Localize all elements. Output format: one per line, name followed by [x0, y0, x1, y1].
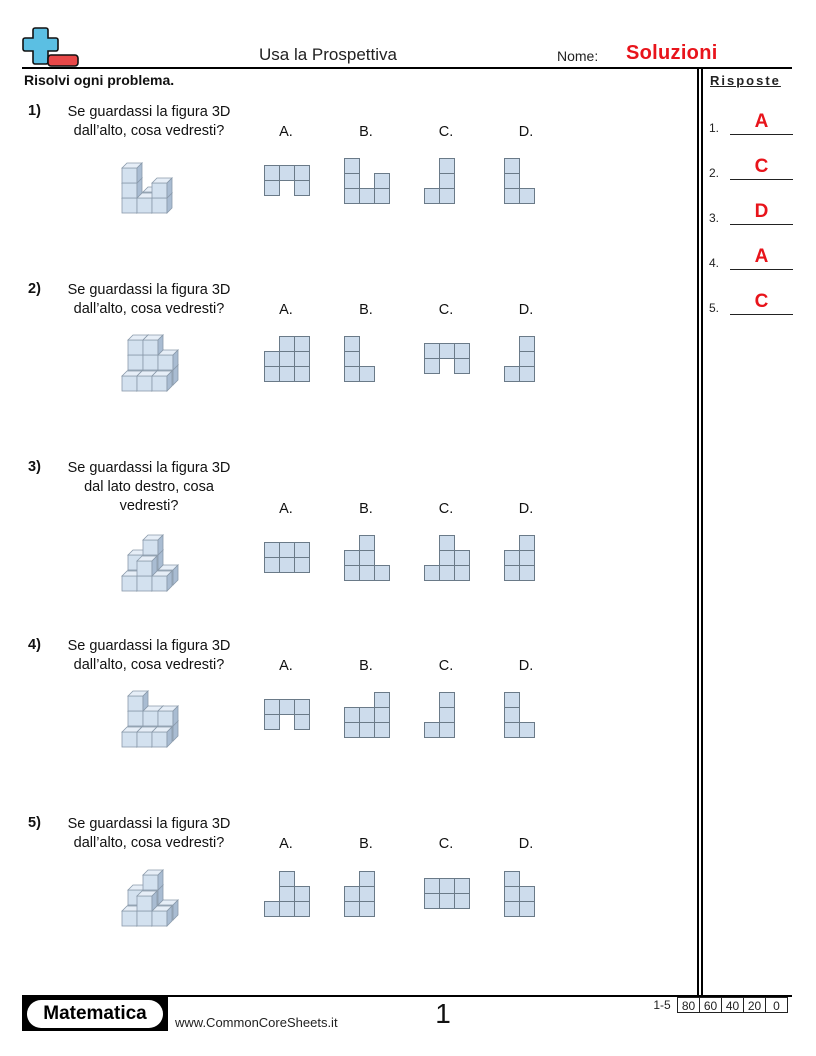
grid-cell-filled — [294, 336, 310, 352]
grid-cell-filled — [344, 565, 360, 581]
problem-number: 3) — [28, 459, 41, 475]
grid-cell-filled — [504, 565, 520, 581]
grid-cell-empty — [519, 692, 534, 707]
grid-cell-filled — [439, 158, 455, 174]
option-c-view-grid[interactable] — [424, 158, 454, 203]
grid-cell-filled — [374, 565, 390, 581]
grid-cell-filled — [374, 188, 390, 204]
grid-cell-filled — [504, 173, 520, 189]
option-a-view-grid[interactable] — [264, 871, 309, 916]
grid-cell-filled — [264, 699, 280, 715]
grid-cell-filled — [439, 535, 455, 551]
grid-cell-filled — [359, 707, 375, 723]
answer-column-divider — [697, 69, 699, 996]
grid-cell-filled — [519, 535, 535, 551]
problem-number: 5) — [28, 815, 41, 831]
grid-cell-filled — [294, 714, 310, 730]
grid-cell-filled — [374, 722, 390, 738]
figure-3d-icon — [116, 145, 186, 215]
grid-cell-filled — [264, 366, 280, 382]
answer-value[interactable]: C — [754, 291, 769, 312]
option-label-c[interactable]: C. — [438, 501, 454, 517]
answer-line — [730, 134, 793, 135]
grid-cell-empty — [359, 692, 374, 707]
option-label-b[interactable]: B. — [359, 836, 373, 852]
grid-cell-filled — [279, 699, 295, 715]
option-c-view-grid[interactable] — [424, 692, 454, 737]
grid-cell-filled — [279, 886, 295, 902]
grid-cell-empty — [439, 358, 454, 373]
grid-cell-empty — [424, 158, 439, 173]
grid-cell-filled — [519, 901, 535, 917]
grid-cell-filled — [359, 550, 375, 566]
grid-cell-empty — [294, 871, 309, 886]
grid-cell-filled — [424, 878, 440, 894]
grid-cell-filled — [504, 550, 520, 566]
grid-cell-filled — [439, 550, 455, 566]
grid-cell-empty — [424, 707, 439, 722]
grid-cell-filled — [264, 351, 280, 367]
option-c-view-grid[interactable] — [424, 878, 469, 908]
answer-number: 2. — [709, 166, 720, 180]
grid-cell-filled — [344, 366, 360, 382]
grid-cell-filled — [344, 550, 360, 566]
score-range: 1-5 — [653, 998, 671, 1012]
grid-cell-filled — [344, 707, 360, 723]
grid-cell-filled — [359, 535, 375, 551]
grid-cell-empty — [344, 535, 359, 550]
option-d-view-grid[interactable] — [504, 336, 534, 381]
grid-cell-empty — [374, 550, 389, 565]
grid-cell-empty — [374, 158, 389, 173]
answer-row-5 — [709, 289, 793, 315]
option-label-d[interactable]: D. — [518, 836, 534, 852]
grid-cell-filled — [439, 343, 455, 359]
grid-cell-filled — [359, 886, 375, 902]
figure-3d-icon — [116, 323, 186, 393]
answer-number: 3. — [709, 211, 720, 225]
problem-question: Se guardassi la figura 3D dall’alto, cosa vedresti? — [67, 282, 231, 317]
option-label-c[interactable]: C. — [438, 836, 454, 852]
grid-cell-filled — [504, 901, 520, 917]
score-cell: 20 — [743, 997, 766, 1013]
grid-cell-filled — [344, 158, 360, 174]
grid-cell-filled — [519, 722, 535, 738]
problem-question: Se guardassi la figura 3D dal lato destro, cosa vedresti? — [67, 460, 231, 514]
grid-cell-filled — [424, 358, 440, 374]
grid-cell-empty — [519, 871, 534, 886]
grid-cell-filled — [424, 722, 440, 738]
grid-cell-filled — [294, 699, 310, 715]
answer-number: 5. — [709, 301, 720, 315]
grid-cell-empty — [424, 535, 439, 550]
figure-3d-icon — [116, 679, 186, 749]
grid-cell-empty — [519, 158, 534, 173]
option-c-view-grid[interactable] — [424, 343, 469, 373]
grid-cell-filled — [359, 722, 375, 738]
option-label-c[interactable]: C. — [438, 124, 454, 140]
option-label-a[interactable]: A. — [279, 501, 293, 517]
option-label-d[interactable]: D. — [518, 302, 534, 318]
grid-cell-filled — [294, 366, 310, 382]
answer-number: 1. — [709, 121, 720, 135]
option-label-a[interactable]: A. — [279, 124, 293, 140]
answer-line — [730, 179, 793, 180]
answer-row-2 — [709, 154, 793, 180]
option-b-view-grid[interactable] — [344, 535, 389, 580]
problem-number: 1) — [28, 103, 41, 119]
option-c-view-grid[interactable] — [424, 535, 469, 580]
grid-cell-empty — [279, 714, 294, 729]
grid-cell-filled — [279, 366, 295, 382]
problem-question: Se guardassi la figura 3D dall’alto, cosa vedresti? — [67, 104, 231, 139]
grid-cell-filled — [504, 158, 520, 174]
answer-value[interactable]: D — [754, 201, 769, 222]
grid-cell-filled — [424, 565, 440, 581]
brand-badge — [22, 997, 168, 1031]
grid-cell-filled — [344, 901, 360, 917]
answer-value[interactable]: C — [754, 156, 769, 177]
grid-cell-filled — [264, 180, 280, 196]
grid-cell-filled — [359, 366, 375, 382]
grid-cell-filled — [504, 707, 520, 723]
option-label-d[interactable]: D. — [518, 501, 534, 517]
grid-cell-filled — [294, 180, 310, 196]
grid-cell-filled — [294, 901, 310, 917]
grid-cell-filled — [454, 358, 470, 374]
grid-cell-empty — [264, 336, 279, 351]
name-value: Soluzioni — [626, 42, 718, 64]
grid-cell-filled — [519, 336, 535, 352]
figure-3d-icon — [116, 858, 186, 928]
grid-cell-filled — [424, 893, 440, 909]
figure-3d-icon — [116, 523, 186, 593]
grid-cell-filled — [374, 692, 390, 708]
grid-cell-empty — [504, 351, 519, 366]
grid-cell-empty — [359, 158, 374, 173]
grid-cell-filled — [344, 886, 360, 902]
option-label-a[interactable]: A. — [279, 658, 293, 674]
answer-column-divider — [701, 69, 703, 996]
score-table — [646, 997, 788, 1013]
answer-value[interactable]: A — [754, 111, 769, 132]
grid-cell-filled — [504, 886, 520, 902]
grid-cell-filled — [439, 188, 455, 204]
option-label-d[interactable]: D. — [518, 124, 534, 140]
option-a-view-grid[interactable] — [264, 336, 309, 381]
grid-cell-empty — [344, 692, 359, 707]
grid-cell-empty — [424, 692, 439, 707]
grid-cell-filled — [344, 173, 360, 189]
option-label-a[interactable]: A. — [279, 836, 293, 852]
grid-cell-filled — [504, 188, 520, 204]
option-a-view-grid[interactable] — [264, 165, 309, 195]
grid-cell-empty — [359, 351, 374, 366]
grid-cell-filled — [454, 878, 470, 894]
option-b-view-grid[interactable] — [344, 336, 374, 381]
grid-cell-empty — [519, 707, 534, 722]
grid-cell-filled — [264, 542, 280, 558]
grid-cell-empty — [264, 886, 279, 901]
grid-cell-filled — [279, 542, 295, 558]
grid-cell-filled — [424, 188, 440, 204]
answer-row-4 — [709, 244, 793, 270]
answer-value[interactable]: A — [754, 246, 769, 267]
grid-cell-filled — [279, 165, 295, 181]
option-d-view-grid[interactable] — [504, 871, 534, 916]
option-a-view-grid[interactable] — [264, 699, 309, 729]
option-label-a[interactable]: A. — [279, 302, 293, 318]
grid-cell-filled — [504, 692, 520, 708]
answer-line — [730, 314, 793, 315]
answer-row-1 — [709, 109, 793, 135]
grid-cell-filled — [454, 550, 470, 566]
grid-cell-filled — [279, 351, 295, 367]
score-cell: 60 — [699, 997, 722, 1013]
grid-cell-filled — [344, 336, 360, 352]
grid-cell-filled — [279, 336, 295, 352]
grid-cell-filled — [454, 893, 470, 909]
score-cell: 40 — [721, 997, 744, 1013]
grid-cell-filled — [439, 707, 455, 723]
grid-cell-empty — [454, 535, 469, 550]
name-label: Nome: — [557, 48, 599, 64]
option-b-view-grid[interactable] — [344, 692, 389, 737]
option-label-d[interactable]: D. — [518, 658, 534, 674]
grid-cell-empty — [279, 180, 294, 195]
option-label-c[interactable]: C. — [438, 302, 454, 318]
grid-cell-filled — [344, 188, 360, 204]
grid-cell-filled — [264, 165, 280, 181]
grid-cell-filled — [374, 707, 390, 723]
grid-cell-filled — [504, 366, 520, 382]
grid-cell-filled — [294, 557, 310, 573]
grid-cell-filled — [519, 565, 535, 581]
grid-cell-filled — [454, 565, 470, 581]
score-cell: 0 — [765, 997, 788, 1013]
grid-cell-filled — [519, 188, 535, 204]
option-d-view-grid[interactable] — [504, 692, 534, 737]
grid-cell-filled — [424, 343, 440, 359]
problem-number: 2) — [28, 281, 41, 297]
grid-cell-empty — [359, 173, 374, 188]
grid-cell-filled — [294, 165, 310, 181]
grid-cell-filled — [359, 188, 375, 204]
option-b-view-grid[interactable] — [344, 871, 374, 916]
option-b-view-grid[interactable] — [344, 158, 389, 203]
grid-cell-filled — [519, 366, 535, 382]
problem-question: Se guardassi la figura 3D dall’alto, cosa vedresti? — [67, 638, 231, 673]
grid-cell-filled — [294, 886, 310, 902]
grid-cell-empty — [424, 173, 439, 188]
grid-cell-empty — [359, 336, 374, 351]
brand-label: Matematica — [27, 1000, 163, 1028]
grid-cell-empty — [264, 871, 279, 886]
grid-cell-empty — [519, 173, 534, 188]
option-label-b[interactable]: B. — [359, 302, 373, 318]
answer-line — [730, 224, 793, 225]
grid-cell-filled — [294, 542, 310, 558]
grid-cell-empty — [504, 336, 519, 351]
option-a-view-grid[interactable] — [264, 542, 309, 572]
grid-cell-filled — [344, 722, 360, 738]
grid-cell-empty — [344, 871, 359, 886]
grid-cell-filled — [264, 557, 280, 573]
grid-cell-filled — [374, 173, 390, 189]
grid-cell-filled — [504, 722, 520, 738]
header-divider — [22, 67, 792, 69]
option-label-b[interactable]: B. — [359, 658, 373, 674]
grid-cell-filled — [279, 901, 295, 917]
problem-number: 4) — [28, 637, 41, 653]
grid-cell-filled — [294, 351, 310, 367]
grid-cell-filled — [359, 565, 375, 581]
option-d-view-grid[interactable] — [504, 158, 534, 203]
worksheet-title: Usa la Prospettiva — [259, 45, 397, 64]
grid-cell-filled — [454, 343, 470, 359]
grid-cell-filled — [504, 871, 520, 887]
instructions: Risolvi ogni problema. — [24, 72, 175, 88]
score-cell: 80 — [677, 997, 700, 1013]
grid-cell-filled — [439, 878, 455, 894]
grid-cell-empty — [374, 535, 389, 550]
answers-title: Risposte — [710, 73, 781, 88]
grid-cell-filled — [519, 886, 535, 902]
grid-cell-filled — [359, 901, 375, 917]
grid-cell-filled — [519, 351, 535, 367]
grid-cell-filled — [439, 692, 455, 708]
option-label-b[interactable]: B. — [359, 501, 373, 517]
grid-cell-filled — [439, 173, 455, 189]
answer-number: 4. — [709, 256, 720, 270]
problem-question: Se guardassi la figura 3D dall’alto, cosa vedresti? — [67, 816, 231, 851]
option-d-view-grid[interactable] — [504, 535, 534, 580]
site-url[interactable]: www.CommonCoreSheets.it — [175, 1015, 338, 1030]
page-number: 1 — [435, 998, 451, 1029]
grid-cell-empty — [424, 550, 439, 565]
grid-cell-filled — [344, 351, 360, 367]
option-label-c[interactable]: C. — [438, 658, 454, 674]
grid-cell-filled — [359, 871, 375, 887]
grid-cell-filled — [439, 893, 455, 909]
grid-cell-filled — [264, 714, 280, 730]
answer-row-3 — [709, 199, 793, 225]
grid-cell-filled — [439, 565, 455, 581]
grid-cell-filled — [439, 722, 455, 738]
grid-cell-filled — [264, 901, 280, 917]
grid-cell-filled — [279, 871, 295, 887]
grid-cell-filled — [519, 550, 535, 566]
grid-cell-filled — [279, 557, 295, 573]
grid-cell-empty — [504, 535, 519, 550]
option-label-b[interactable]: B. — [359, 124, 373, 140]
answer-line — [730, 269, 793, 270]
